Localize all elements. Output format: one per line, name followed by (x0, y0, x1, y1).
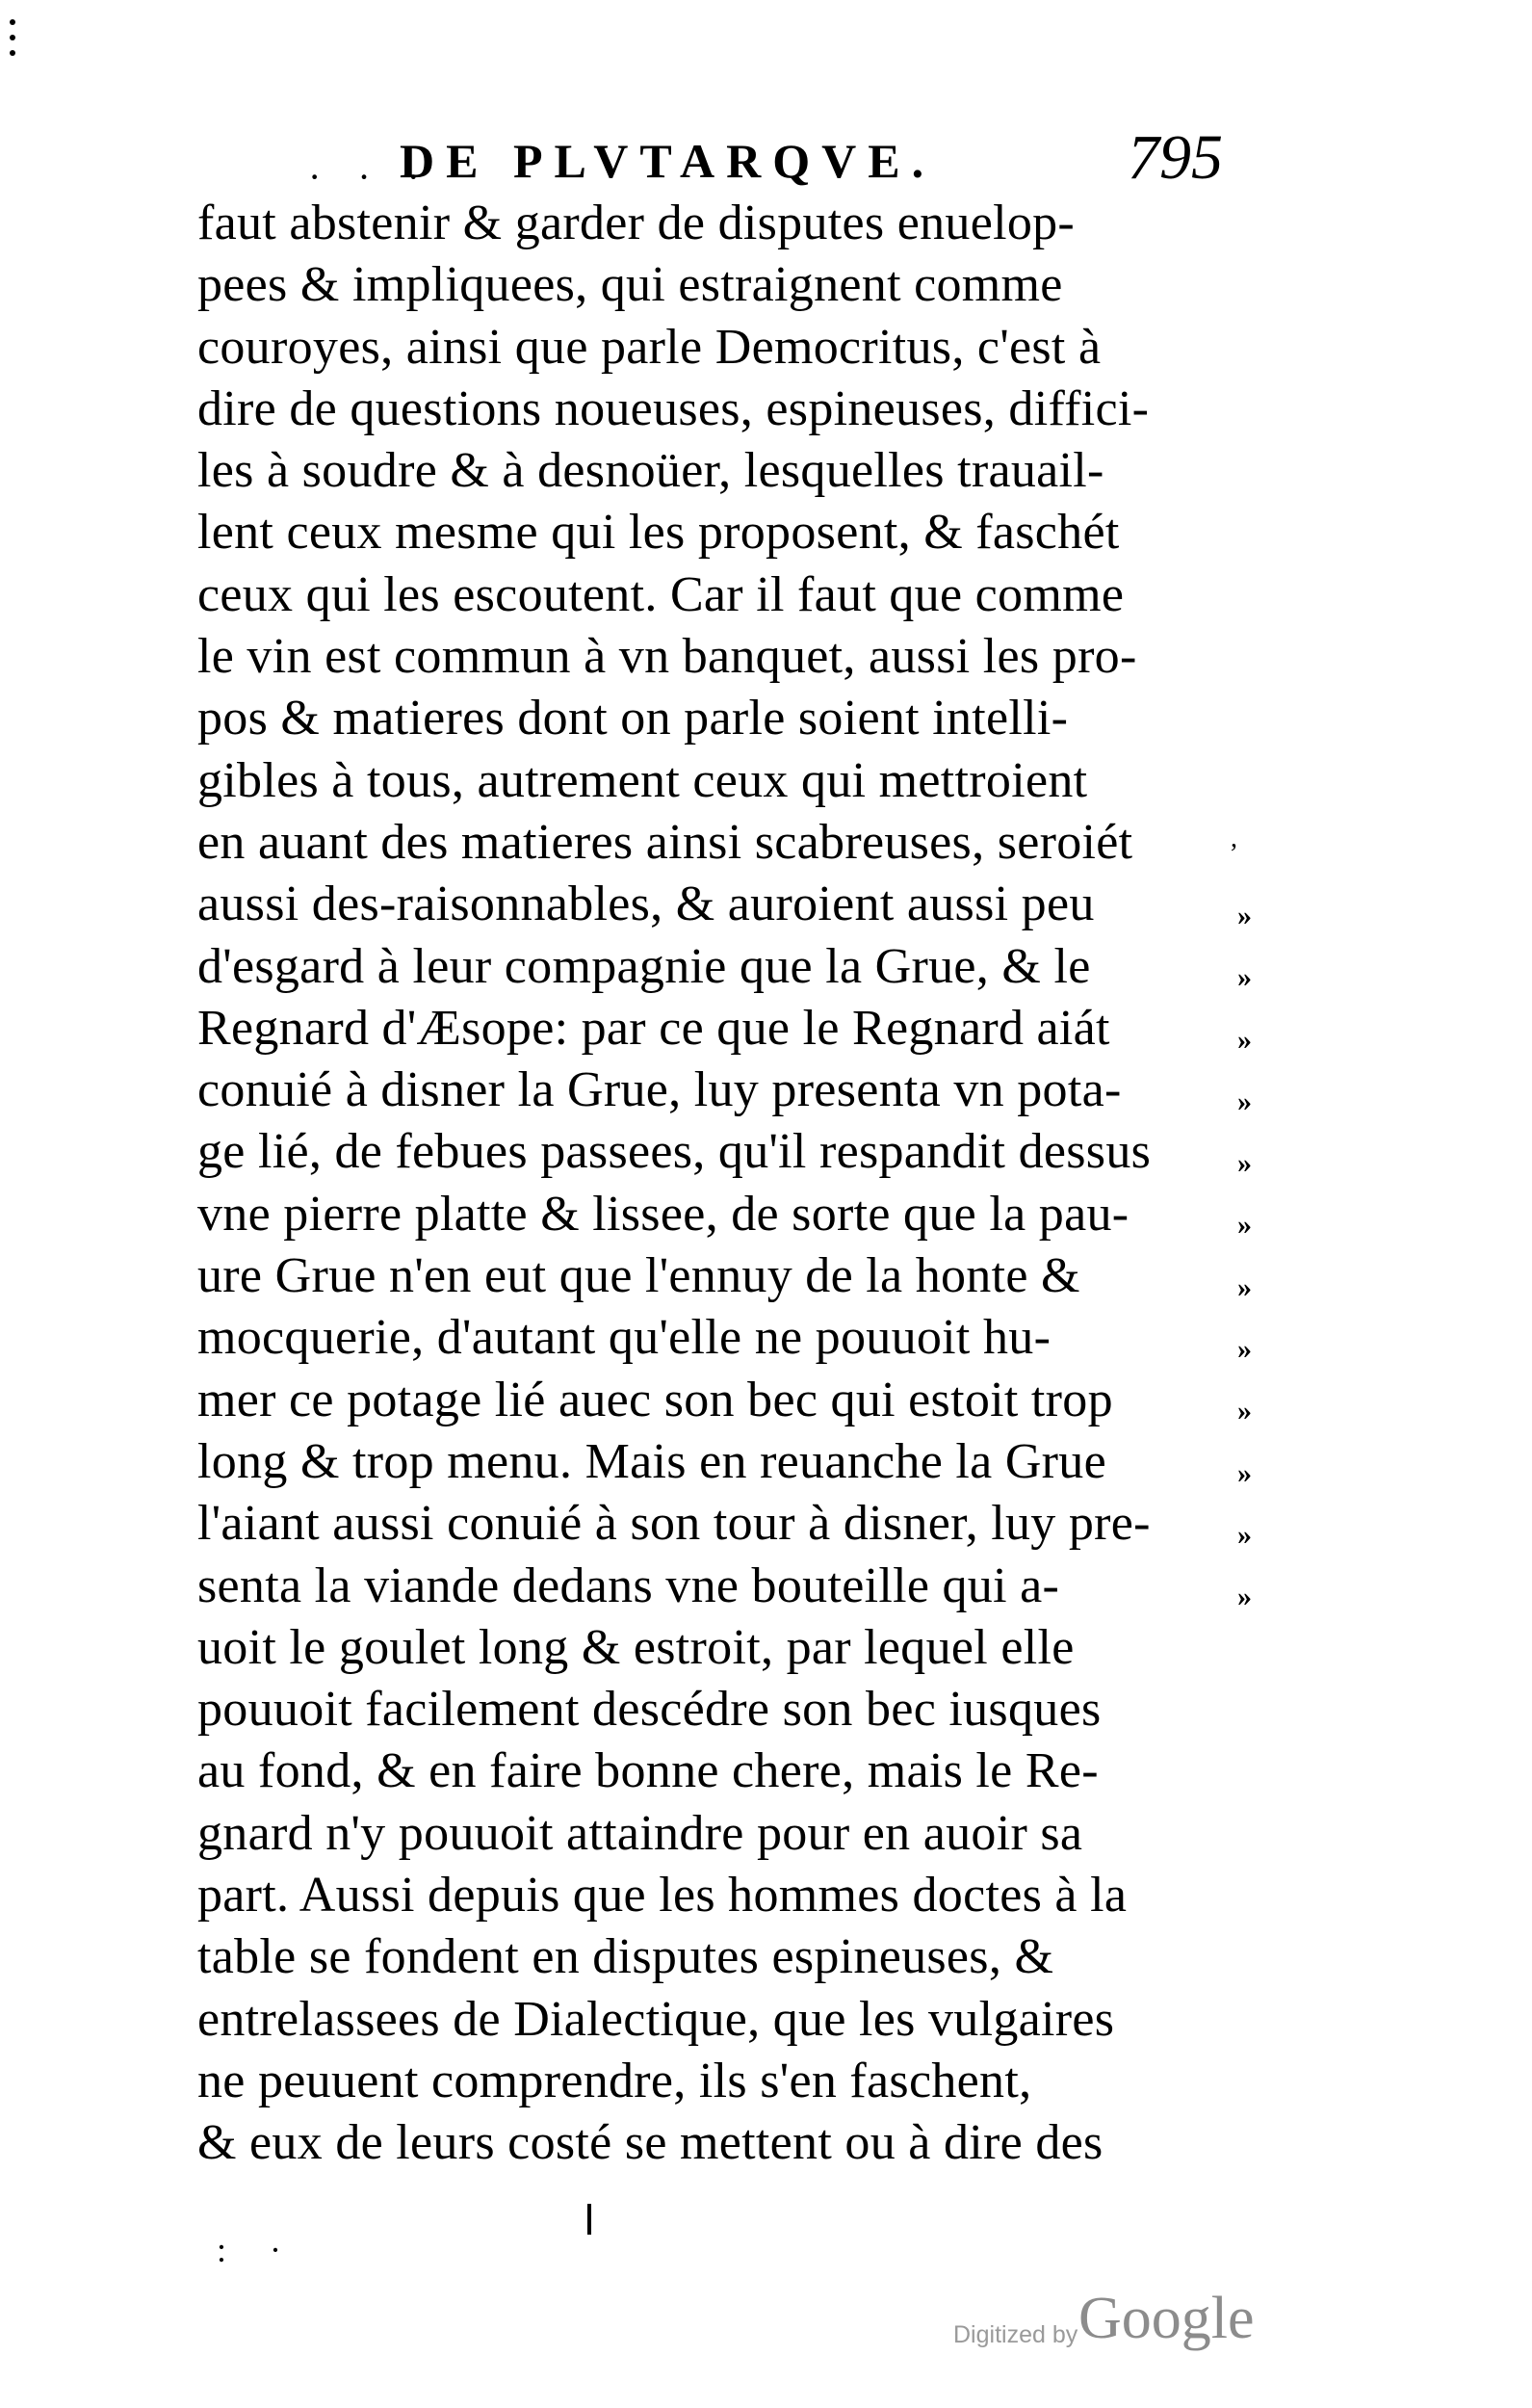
watermark-prefix: Digitized by (953, 2321, 1078, 2348)
quote-mark: » (1237, 1581, 1252, 1613)
text-line: long & trop menu. Mais en reuanche la Grue (197, 1433, 1106, 1489)
text-line: ne peuuent comprendre, ils s'en faschent, (197, 2053, 1032, 2108)
text-line: gnard n'y pouuoit attaindre pour en auoir sa (197, 1805, 1083, 1861)
text-line: au fond, & en faire bonne chere, mais le Re- (197, 1743, 1099, 1799)
quote-mark: » (1237, 1023, 1252, 1056)
text-line: ge lié, de febues passees, qu'il respandit dessus (197, 1124, 1152, 1180)
page-edge-marks (0, 0, 29, 2408)
edge-dot (10, 50, 15, 56)
text-line: part. Aussi depuis que les hommes doctes à la (197, 1868, 1128, 1924)
text-line: senta la viande dedans vne bouteille qui a- (197, 1557, 1060, 1613)
running-head (308, 116, 1223, 202)
text-line: table se fondent en disputes espineuses, & (197, 1929, 1054, 1985)
text-line: mocquerie, d'autant qu'elle ne pouuoit hu- (197, 1310, 1052, 1366)
quote-mark: » (1237, 1147, 1252, 1180)
body-text (197, 193, 1266, 2175)
text-line: conuié à disner la Grue, luy presenta vn pota- (197, 1062, 1122, 1118)
text-line: d'esgard à leur compagnie que la Grue, & le (197, 938, 1091, 994)
text-line: ure Grue n'en eut que l'ennuy de la honte & (197, 1248, 1080, 1304)
page-number: 795 (1128, 122, 1223, 193)
edge-dot (10, 35, 15, 40)
text-line: uoit le goulet long & estroit, par lequel elle (197, 1619, 1075, 1675)
quote-mark: » (1237, 1209, 1252, 1242)
text-line: pees & impliquees, qui estraignent comme (197, 257, 1063, 313)
quote-mark: » (1237, 961, 1252, 994)
edge-dot (10, 19, 15, 25)
bottom-tick-mark (587, 2204, 591, 2235)
text-line: dire de questions noueuses, espineuses, diffici- (197, 380, 1150, 436)
text-line: ceux qui les escoutent. Car il faut que comme (197, 566, 1125, 622)
text-line: Regnard d'Æsope: par ce que le Regnard aiát (197, 1000, 1110, 1056)
running-head-title: DE PLVTARQVE. (400, 134, 936, 188)
text-line: mer ce potage lié auec son bec qui estoit trop (197, 1372, 1113, 1427)
text-line: vne pierre platte & lissee, de sorte que la pau- (197, 1186, 1130, 1242)
quote-mark: » (1237, 1518, 1252, 1551)
text-line: pos & matieres dont on parle soient intelli- (197, 691, 1069, 746)
text-line: en auant des matieres ainsi scabreuses, seroiét (197, 814, 1133, 870)
text-line: & eux de leurs costé se mettent ou à dire des (197, 2115, 1104, 2171)
quote-mark: » (1237, 1333, 1252, 1366)
text-line: couroyes, ainsi que parle Democritus, c'est à (197, 319, 1102, 375)
text-line: faut abstenir & garder de disputes enuelop- (197, 196, 1076, 250)
digitization-watermark (953, 2285, 1367, 2362)
head-ornament: · · · (308, 155, 433, 198)
quote-mark: » (1237, 1085, 1252, 1117)
text-line: entrelassees de Dialectique, que les vulgaires (197, 1991, 1115, 2047)
quote-mark: » (1237, 1456, 1252, 1489)
text-line: aussi des-raisonnables, & auroient aussi peu (197, 877, 1095, 932)
text-line: l'aiant aussi conuié à son tour à disner, luy pre- (197, 1496, 1151, 1552)
text-line: les à soudre & à desnoüer, lesquelles trauail- (197, 443, 1104, 499)
quote-mark: » (1237, 1270, 1252, 1303)
margin-tick-mark: , (1231, 824, 1237, 853)
bottom-ornament-dots: : · (217, 2231, 299, 2269)
text-line: gibles à tous, autrement ceux qui mettroient (197, 752, 1088, 808)
google-logo: Google (1078, 2286, 1255, 2351)
marginal-quote-marks (1237, 885, 1276, 1629)
quote-mark: » (1237, 1395, 1252, 1427)
text-line: le vin est commun à vn banquet, aussi les pro- (197, 629, 1137, 685)
text-line: pouuoit facilement descédre son bec iusques (197, 1682, 1102, 1738)
quote-mark: » (1237, 900, 1252, 931)
text-line: lent ceux mesme qui les proposent, & faschét (197, 505, 1120, 561)
